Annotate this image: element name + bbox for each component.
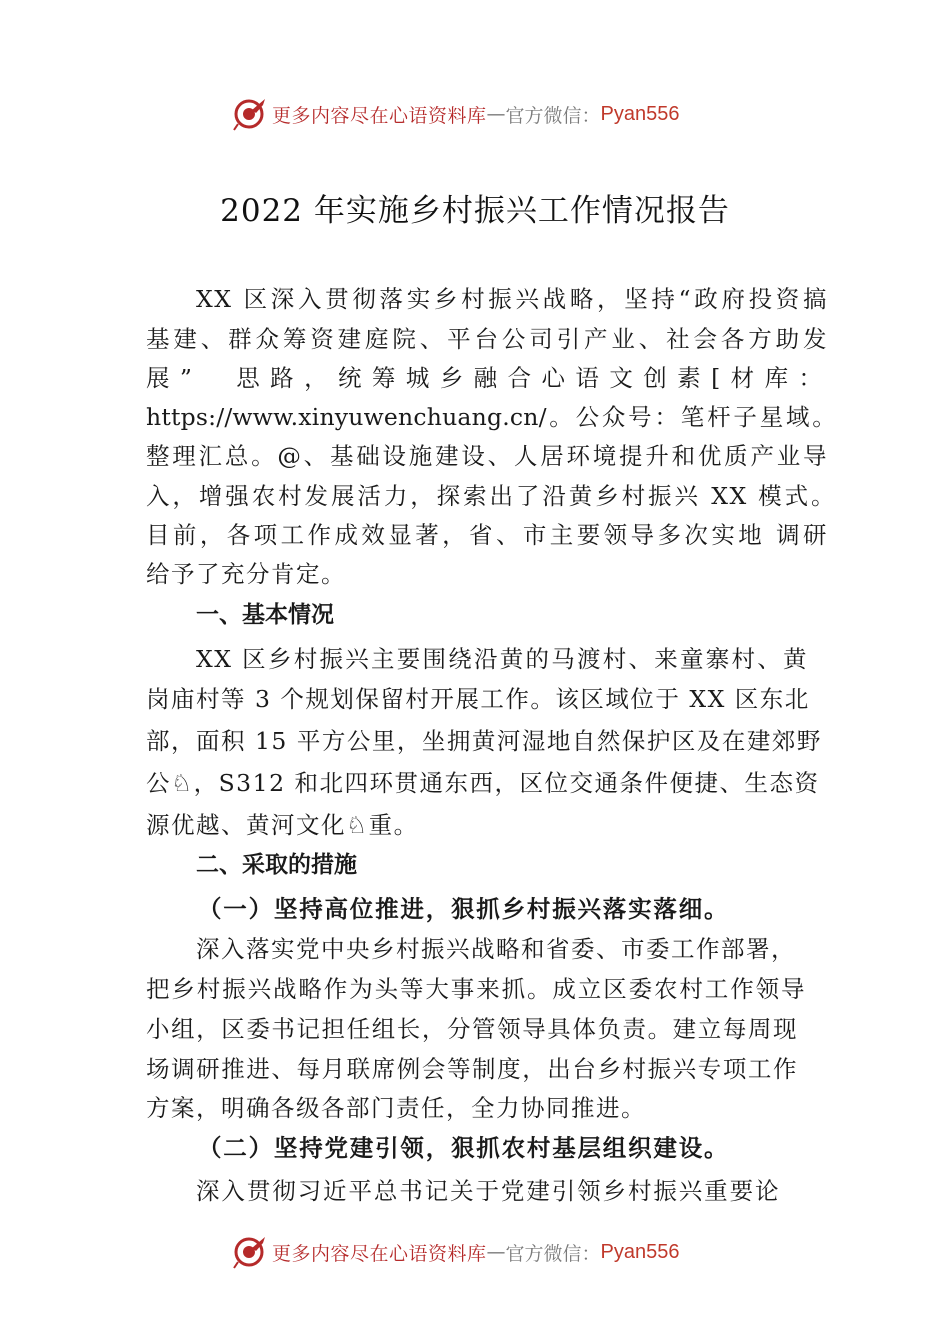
watermark-dash: — [486, 103, 506, 125]
watermark-wechat-id: Pyan556 [600, 102, 680, 125]
watermark-dash: — [486, 1241, 506, 1263]
paragraph-line: 基建、群众筹资建庭院、平台公司引产业、社会各方助发 [146, 325, 828, 353]
paragraph-line: 场调研推进、每月联席例会等制度，出台乡村振兴专项工作 [146, 1055, 798, 1083]
subsection-heading-1: （一）坚持高位推进，狠抓乡村振兴落实落细。 [198, 895, 730, 923]
paragraph-line: 入，增强农村发展活力，探索出了沿黄乡村振兴 XX 模式。 [146, 482, 836, 510]
document-title: 2022 年实施乡村振兴工作情况报告 [220, 193, 730, 229]
section-heading-basic: 一、基本情况 [196, 602, 334, 628]
pen-logo-icon [232, 96, 268, 132]
paragraph-line: 小组，区委书记担任组长，分管领导具体负责。建立每周现 [146, 1015, 798, 1043]
paragraph-line: 目前，各项工作成效显著，省、市主要领导多次实地 调研 [146, 521, 828, 549]
paragraph-line: 方案，明确各级各部门责任，全力协同推进。 [146, 1094, 646, 1122]
paragraph-line: 把乡村振兴战略作为头等大事来抓。成立区委农村工作领导 [146, 975, 806, 1003]
paragraph-line: 给予了充分肯定。 [146, 560, 346, 588]
paragraph-line: 部，面积 15 平方公里，坐拥黄河湿地自然保护区及在建郊野 [146, 727, 822, 755]
watermark-wechat-id: Pyan556 [600, 1240, 680, 1263]
paragraph-line: 深入贯彻习近平总书记关于党建引领乡村振兴重要论 [196, 1177, 780, 1205]
watermark-banner-bottom [232, 1232, 680, 1272]
subsection-heading-2: （二）坚持党建引领，狠抓农村基层组织建设。 [198, 1134, 730, 1162]
paragraph-line: XX 区乡村振兴主要围绕沿黄的马渡村、来童寨村、黄 [196, 645, 808, 673]
paragraph-line: 整理汇总。@、基础设施建设、人居环境提升和优质产业导 [146, 442, 828, 470]
paragraph-line: 源优越、黄河文化♘重。 [146, 811, 419, 839]
watermark-banner-top [232, 94, 680, 134]
paragraph-line: 岗庙村等 3 个规划保留村开展工作。该区域位于 XX 区东北 [146, 685, 810, 713]
paragraph-line: 深入落实党中央乡村振兴战略和省委、市委工作部署， [196, 935, 796, 963]
watermark-site-text: 更多内容尽在心语资料库 [272, 1242, 487, 1265]
section-heading-measures: 二、采取的措施 [196, 852, 357, 878]
paragraph-line: 展” 思路，统筹城乡融合心语文创素[材库： [146, 364, 828, 392]
watermark-site-text: 更多内容尽在心语资料库 [272, 104, 487, 127]
paragraph-line: XX 区深入贯彻落实乡村振兴战略，坚持“政府投资搞 [196, 285, 828, 313]
watermark-official-label: 官方微信： [505, 1242, 601, 1265]
paragraph-line: 公♘，S312 和北四环贯通东西，区位交通条件便捷、生态资 [146, 769, 820, 797]
watermark-official-label: 官方微信： [505, 104, 601, 127]
paragraph-line: https://www.xinyuwenchuang.cn/。公众号：笔杆子星域。 [146, 403, 836, 431]
pen-logo-icon [232, 1234, 268, 1270]
